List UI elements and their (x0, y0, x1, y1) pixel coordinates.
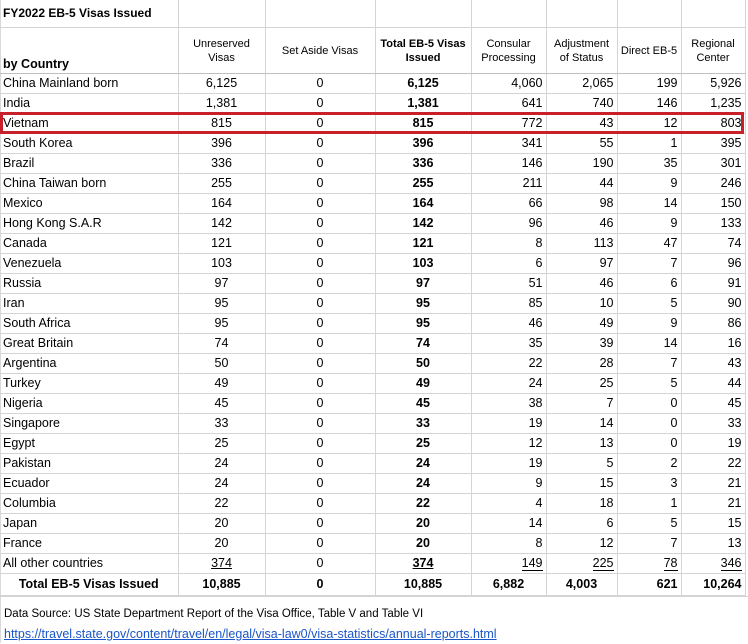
cell-set-aside: 0 (265, 454, 375, 474)
cell-direct: 7 (617, 354, 681, 374)
cell-set-aside: 0 (265, 534, 375, 554)
total-total: 10,885 (375, 574, 471, 596)
cell-consular: 14 (471, 514, 546, 534)
cell-total: 20 (375, 514, 471, 534)
cell-regional: 346 (681, 554, 745, 574)
cell-country: Venezuela (0, 254, 178, 274)
cell-regional: 133 (681, 214, 745, 234)
total-label: Total EB-5 Visas Issued (0, 574, 178, 596)
cell-regional: 16 (681, 334, 745, 354)
cell-total: 1,381 (375, 94, 471, 114)
cell-set-aside: 0 (265, 314, 375, 334)
cell-adjustment: 225 (546, 554, 617, 574)
cell-direct: 5 (617, 514, 681, 534)
cell-adjustment: 2,065 (546, 74, 617, 94)
source-link[interactable]: https://travel.state.gov/content/travel/en/legal/visa-law0/visa-statistics/annual-reports.html (4, 627, 497, 641)
cell-regional: 19 (681, 434, 745, 454)
table-row (0, 294, 745, 314)
table-row (0, 494, 745, 514)
table-row (0, 334, 745, 354)
cell-set-aside: 0 (265, 174, 375, 194)
cell-total: 25 (375, 434, 471, 454)
cell-adjustment: 10 (546, 294, 617, 314)
cell-set-aside: 0 (265, 434, 375, 454)
cell-adjustment: 97 (546, 254, 617, 274)
cell-adjustment: 46 (546, 274, 617, 294)
table-row (0, 474, 745, 494)
cell-total: 49 (375, 374, 471, 394)
cell-consular: 211 (471, 174, 546, 194)
cell-country: Argentina (0, 354, 178, 374)
cell-direct: 7 (617, 534, 681, 554)
header-by-country: by Country (0, 28, 178, 74)
cell-total: 815 (375, 114, 471, 134)
cell-direct: 0 (617, 394, 681, 414)
cell-unreserved: 95 (178, 314, 265, 334)
table-row (0, 274, 745, 294)
cell-set-aside: 0 (265, 334, 375, 354)
cell-unreserved: 97 (178, 274, 265, 294)
cell-unreserved: 49 (178, 374, 265, 394)
table-row (0, 234, 745, 254)
table-row (0, 214, 745, 234)
cell-direct: 35 (617, 154, 681, 174)
cell-consular: 4,060 (471, 74, 546, 94)
cell-adjustment: 12 (546, 534, 617, 554)
cell-regional: 33 (681, 414, 745, 434)
cell-regional: 13 (681, 534, 745, 554)
cell-set-aside: 0 (265, 274, 375, 294)
cell-consular: 24 (471, 374, 546, 394)
cell-unreserved: 1,381 (178, 94, 265, 114)
table-row (0, 394, 745, 414)
cell-total: 95 (375, 294, 471, 314)
cell-unreserved: 20 (178, 534, 265, 554)
cell-direct: 14 (617, 194, 681, 214)
cell-consular: 149 (471, 554, 546, 574)
cell-adjustment: 7 (546, 394, 617, 414)
cell-consular: 772 (471, 114, 546, 134)
cell-set-aside: 0 (265, 354, 375, 374)
cell-country: All other countries (0, 554, 178, 574)
cell-adjustment: 46 (546, 214, 617, 234)
table-row (0, 414, 745, 434)
cell-total: 336 (375, 154, 471, 174)
cell-direct: 199 (617, 74, 681, 94)
table-row (0, 514, 745, 534)
cell-adjustment: 6 (546, 514, 617, 534)
cell-regional: 150 (681, 194, 745, 214)
cell-adjustment: 25 (546, 374, 617, 394)
cell-set-aside: 0 (265, 254, 375, 274)
table-row (0, 554, 745, 574)
cell-set-aside: 0 (265, 114, 375, 134)
cell-unreserved: 815 (178, 114, 265, 134)
cell-direct: 3 (617, 474, 681, 494)
cell-direct: 47 (617, 234, 681, 254)
cell-country: India (0, 94, 178, 114)
cell-consular: 38 (471, 394, 546, 414)
divider (0, 596, 748, 597)
cell-adjustment: 44 (546, 174, 617, 194)
cell-unreserved: 24 (178, 474, 265, 494)
cell-set-aside: 0 (265, 494, 375, 514)
table-row (0, 114, 745, 134)
cell-country: Singapore (0, 414, 178, 434)
cell-unreserved: 95 (178, 294, 265, 314)
cell-country: France (0, 534, 178, 554)
table-row (0, 134, 745, 154)
cell-country: Columbia (0, 494, 178, 514)
total-unreserved: 10,885 (178, 574, 265, 596)
cell-direct: 78 (617, 554, 681, 574)
table-row (0, 174, 745, 194)
cell-unreserved: 336 (178, 154, 265, 174)
cell-consular: 46 (471, 314, 546, 334)
total-adjustment: 4,003 (546, 574, 617, 596)
cell-country: Iran (0, 294, 178, 314)
cell-unreserved: 6,125 (178, 74, 265, 94)
header-total: Total EB-5 Visas Issued (375, 28, 471, 74)
cell-total: 97 (375, 274, 471, 294)
cell-set-aside: 0 (265, 294, 375, 314)
cell-total: 95 (375, 314, 471, 334)
cell-direct: 14 (617, 334, 681, 354)
header-unreserved: Unreserved Visas (178, 28, 265, 74)
cell-consular: 22 (471, 354, 546, 374)
cell-unreserved: 74 (178, 334, 265, 354)
table-row (0, 454, 745, 474)
header-regional: Regional Center (681, 28, 745, 74)
cell-unreserved: 374 (178, 554, 265, 574)
cell-consular: 19 (471, 454, 546, 474)
cell-unreserved: 20 (178, 514, 265, 534)
cell-set-aside: 0 (265, 154, 375, 174)
cell-unreserved: 45 (178, 394, 265, 414)
cell-set-aside: 0 (265, 374, 375, 394)
cell-consular: 85 (471, 294, 546, 314)
cell-regional: 301 (681, 154, 745, 174)
cell-direct: 6 (617, 274, 681, 294)
cell-country: Nigeria (0, 394, 178, 414)
cell-set-aside: 0 (265, 474, 375, 494)
cell-total: 255 (375, 174, 471, 194)
cell-country: China Taiwan born (0, 174, 178, 194)
cell-consular: 146 (471, 154, 546, 174)
table-row (0, 254, 745, 274)
cell-set-aside: 0 (265, 414, 375, 434)
cell-set-aside: 0 (265, 194, 375, 214)
cell-direct: 2 (617, 454, 681, 474)
cell-unreserved: 50 (178, 354, 265, 374)
cell-country: Japan (0, 514, 178, 534)
cell-total: 50 (375, 354, 471, 374)
cell-total: 103 (375, 254, 471, 274)
cell-adjustment: 190 (546, 154, 617, 174)
cell-regional: 246 (681, 174, 745, 194)
cell-direct: 0 (617, 414, 681, 434)
header-consular: Consular Processing (471, 28, 546, 74)
cell-set-aside: 0 (265, 214, 375, 234)
cell-consular: 341 (471, 134, 546, 154)
cell-country: Brazil (0, 154, 178, 174)
cell-direct: 12 (617, 114, 681, 134)
table-row (0, 94, 745, 114)
table-row (0, 434, 745, 454)
cell-direct: 9 (617, 314, 681, 334)
cell-consular: 66 (471, 194, 546, 214)
cell-total: 374 (375, 554, 471, 574)
title-row (0, 0, 745, 28)
cell-adjustment: 43 (546, 114, 617, 134)
cell-set-aside: 0 (265, 134, 375, 154)
cell-set-aside: 0 (265, 234, 375, 254)
cell-unreserved: 121 (178, 234, 265, 254)
table-row (0, 534, 745, 554)
footer (4, 604, 497, 644)
cell-adjustment: 98 (546, 194, 617, 214)
cell-direct: 7 (617, 254, 681, 274)
cell-total: 6,125 (375, 74, 471, 94)
cell-regional: 74 (681, 234, 745, 254)
cell-consular: 641 (471, 94, 546, 114)
cell-unreserved: 103 (178, 254, 265, 274)
cell-unreserved: 24 (178, 454, 265, 474)
cell-consular: 4 (471, 494, 546, 514)
cell-adjustment: 113 (546, 234, 617, 254)
cell-consular: 35 (471, 334, 546, 354)
total-set-aside: 0 (265, 574, 375, 596)
cell-unreserved: 22 (178, 494, 265, 514)
cell-direct: 0 (617, 434, 681, 454)
cell-regional: 86 (681, 314, 745, 334)
header-row (0, 28, 745, 74)
cell-regional: 96 (681, 254, 745, 274)
cell-consular: 51 (471, 274, 546, 294)
cell-country: Ecuador (0, 474, 178, 494)
cell-direct: 9 (617, 214, 681, 234)
table-row (0, 74, 745, 94)
cell-regional: 21 (681, 474, 745, 494)
table-title: FY2022 EB-5 Visas Issued (0, 0, 178, 28)
cell-set-aside: 0 (265, 554, 375, 574)
cell-total: 121 (375, 234, 471, 254)
table-row (0, 374, 745, 394)
cell-total: 24 (375, 474, 471, 494)
table-row (0, 194, 745, 214)
cell-total: 24 (375, 454, 471, 474)
cell-total: 33 (375, 414, 471, 434)
cell-adjustment: 740 (546, 94, 617, 114)
header-set-aside: Set Aside Visas (265, 28, 375, 74)
cell-adjustment: 28 (546, 354, 617, 374)
cell-regional: 21 (681, 494, 745, 514)
cell-regional: 15 (681, 514, 745, 534)
cell-country: South Korea (0, 134, 178, 154)
cell-direct: 1 (617, 134, 681, 154)
cell-consular: 9 (471, 474, 546, 494)
cell-consular: 12 (471, 434, 546, 454)
cell-adjustment: 13 (546, 434, 617, 454)
cell-unreserved: 33 (178, 414, 265, 434)
total-consular: 6,882 (471, 574, 546, 596)
cell-regional: 44 (681, 374, 745, 394)
cell-country: Vietnam (0, 114, 178, 134)
cell-country: Turkey (0, 374, 178, 394)
total-direct: 621 (617, 574, 681, 596)
data-source-note: Data Source: US State Department Report of the Visa Office, Table V and Table VI (4, 608, 424, 620)
cell-direct: 1 (617, 494, 681, 514)
cell-adjustment: 5 (546, 454, 617, 474)
cell-regional: 43 (681, 354, 745, 374)
cell-consular: 96 (471, 214, 546, 234)
cell-consular: 8 (471, 534, 546, 554)
cell-set-aside: 0 (265, 514, 375, 534)
header-direct: Direct EB-5 (617, 28, 681, 74)
cell-country: Pakistan (0, 454, 178, 474)
cell-unreserved: 25 (178, 434, 265, 454)
cell-total: 22 (375, 494, 471, 514)
cell-unreserved: 396 (178, 134, 265, 154)
cell-consular: 6 (471, 254, 546, 274)
total-regional: 10,264 (681, 574, 745, 596)
table-row (0, 354, 745, 374)
cell-regional: 395 (681, 134, 745, 154)
cell-regional: 5,926 (681, 74, 745, 94)
cell-total: 45 (375, 394, 471, 414)
cell-unreserved: 142 (178, 214, 265, 234)
cell-adjustment: 49 (546, 314, 617, 334)
cell-country: China Mainland born (0, 74, 178, 94)
cell-set-aside: 0 (265, 394, 375, 414)
cell-set-aside: 0 (265, 74, 375, 94)
cell-country: Canada (0, 234, 178, 254)
cell-adjustment: 55 (546, 134, 617, 154)
cell-direct: 146 (617, 94, 681, 114)
cell-direct: 9 (617, 174, 681, 194)
cell-total: 20 (375, 534, 471, 554)
cell-total: 74 (375, 334, 471, 354)
cell-total: 396 (375, 134, 471, 154)
cell-consular: 8 (471, 234, 546, 254)
cell-consular: 19 (471, 414, 546, 434)
cell-regional: 803 (681, 114, 745, 134)
cell-country: Hong Kong S.A.R (0, 214, 178, 234)
cell-country: Mexico (0, 194, 178, 214)
cell-total: 142 (375, 214, 471, 234)
header-adjustment: Adjustment of Status (546, 28, 617, 74)
table-row (0, 314, 745, 334)
cell-regional: 22 (681, 454, 745, 474)
cell-country: Russia (0, 274, 178, 294)
cell-regional: 91 (681, 274, 745, 294)
cell-country: Great Britain (0, 334, 178, 354)
cell-adjustment: 15 (546, 474, 617, 494)
cell-country: Egypt (0, 434, 178, 454)
cell-regional: 1,235 (681, 94, 745, 114)
cell-unreserved: 255 (178, 174, 265, 194)
totals-row (0, 574, 745, 596)
cell-set-aside: 0 (265, 94, 375, 114)
cell-adjustment: 39 (546, 334, 617, 354)
cell-adjustment: 14 (546, 414, 617, 434)
cell-country: South Africa (0, 314, 178, 334)
cell-regional: 90 (681, 294, 745, 314)
cell-adjustment: 18 (546, 494, 617, 514)
cell-unreserved: 164 (178, 194, 265, 214)
cell-direct: 5 (617, 374, 681, 394)
cell-direct: 5 (617, 294, 681, 314)
cell-total: 164 (375, 194, 471, 214)
table-row (0, 154, 745, 174)
cell-regional: 45 (681, 394, 745, 414)
